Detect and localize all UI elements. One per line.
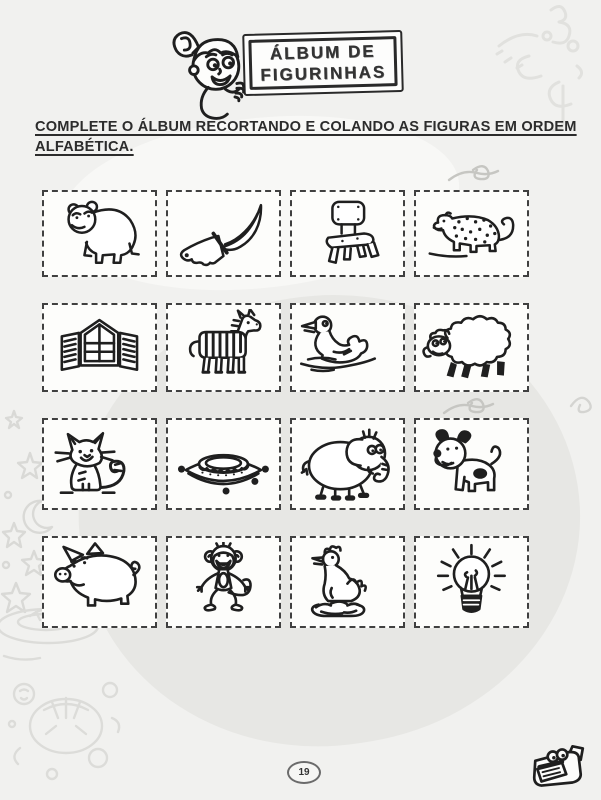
sheep-icon [419,309,524,386]
lightbulb-icon [419,542,524,622]
album-grid [42,190,529,628]
album-cell-zebra [166,303,281,392]
printer-icon [527,742,589,792]
instruction-text: COMPLETE O ÁLBUM RECORTANDO E COLANDO AS FIGURAS EM ORDEM ALFABÉTICA. [35,119,577,156]
abc-watermark [489,2,601,132]
dog-icon [419,424,524,504]
album-cell-leopard [414,190,529,277]
cat-icon [47,424,152,504]
window-icon [47,309,152,386]
knife-icon [171,196,276,271]
pig-icon [47,542,152,622]
zebra-icon [171,309,276,386]
album-cell-window [42,303,157,392]
page-number: 19 [298,767,310,778]
cushion-icon [171,424,276,504]
title-sign [242,30,404,96]
monkey-icon [171,542,276,622]
page-number-badge [287,761,321,784]
album-cell-pig [42,536,157,628]
album-cell-elephant [290,418,405,510]
hen-icon [295,542,400,622]
duck-icon [295,309,400,386]
album-cell-bear [42,190,157,277]
elephant-icon [295,424,400,504]
title-sign-inner [248,36,397,90]
leopard-icon [419,196,524,271]
album-cell-knife [166,190,281,277]
album-cell-duck [290,303,405,392]
girl-mascot-icon [170,24,256,124]
album-cell-monkey [166,536,281,628]
album-cell-sheep [414,303,529,392]
album-cell-chair [290,190,405,277]
title-line-2: FIGURINHAS [260,62,387,85]
album-cell-lightbulb [414,536,529,628]
album-cell-cushion [166,418,281,510]
album-cell-cat [42,418,157,510]
bear-icon [47,196,152,271]
album-cell-hen [290,536,405,628]
spiral-watermark [567,390,597,418]
album-cell-dog [414,418,529,510]
chair-icon [295,196,400,271]
title-line-1: ÁLBUM DE [269,41,376,64]
